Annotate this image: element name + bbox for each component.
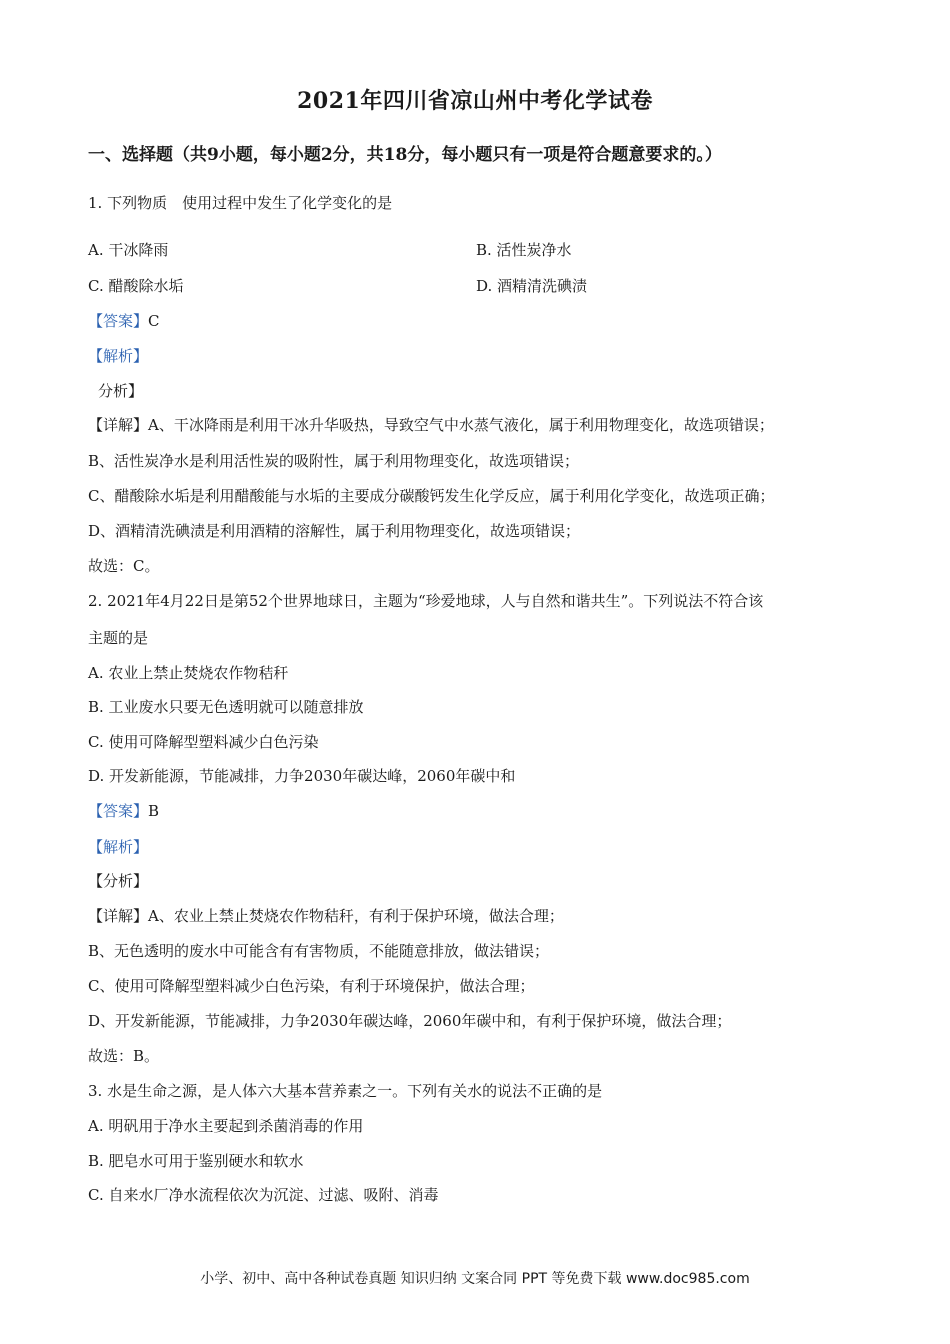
q2-answer [88, 800, 159, 821]
q2-option-d: D. 开发新能源，节能减排，力争2030年碳达峰，2060年碳中和 [88, 767, 516, 785]
page-footer: 小学、初中、高中各种试卷真题 知识归纳 文案合同 PPT 等免费下载 www.doc985.com [200, 1271, 750, 1287]
q1-jiexi-tag: 【解析】 [88, 347, 149, 365]
detail-tag: 【详解】 [88, 416, 149, 434]
q2-detail-b: B、无色透明的废水中可能含有有害物质，不能随意排放，做法错误； [88, 942, 550, 960]
q3-stem: 3. 水是生命之源，是人体六大基本营养素之一。下列有关水的说法不正确的是 [88, 1082, 603, 1100]
q3-option-c: C. 自来水厂净水流程依次为沉淀、过滤、吸附、消毒 [88, 1186, 439, 1204]
q1-detail-b: B、活性炭净水是利用活性炭的吸附性，属于利用物理变化，故选项错误； [88, 452, 580, 470]
q2-detail-d: D、开发新能源，节能减排，力争2030年碳达峰，2060年碳中和，有利于保护环境，做法合理； [88, 1012, 732, 1030]
q1-detail-c: C、醋酸除水垢是利用醋酸能与水垢的主要成分碳酸钙发生化学反应，属于利用化学变化，故选项正确； [88, 487, 775, 505]
q2-detail-first: 【详解】A、农业上禁止焚烧农作物秸秆，有利于保护环境，做法合理； [88, 907, 564, 925]
answer-tag: 【答案】 [88, 802, 149, 820]
q3-option-b: B. 肥皂水可用于鉴别硬水和软水 [88, 1152, 304, 1170]
q1-option-b: B. 活性炭净水 [476, 241, 572, 259]
q1-detail-first: 【详解】A、干冰降雨是利用干冰升华吸热，导致空气中水蒸气液化，属于利用物理变化，故选项错误； [88, 416, 774, 434]
q3-option-a: A. 明矾用于净水主要起到杀菌消毒的作用 [88, 1117, 364, 1135]
q2-answer-value: B [148, 802, 160, 820]
answer-tag: 【答案】 [88, 312, 149, 330]
q1-fenxi: 分析】 [98, 382, 144, 400]
q1-answer [88, 310, 160, 331]
q2-option-b: B. 工业废水只要无色透明就可以随意排放 [88, 698, 364, 716]
q1-stem: 1. 下列物质 使用过程中发生了化学变化的是 [88, 194, 393, 212]
q2-detail-c: C、使用可降解型塑料减少白色污染，有利于环境保护，做法合理； [88, 977, 535, 995]
q1-option-c: C. 醋酸除水垢 [88, 277, 184, 295]
q2-jiexi-tag: 【解析】 [88, 838, 149, 856]
q2-conclusion: 故选：B。 [88, 1047, 160, 1065]
q1-option-d: D. 酒精清洗碘渍 [476, 277, 588, 295]
q2-option-a: A. 农业上禁止焚烧农作物秸秆 [88, 664, 289, 682]
q1-detail-d: D、酒精清洗碘渍是利用酒精的溶解性，属于利用物理变化，故选项错误； [88, 522, 581, 540]
page-title: 2021年四川省凉山州中考化学试卷 [297, 88, 653, 114]
q1-conclusion: 故选：C。 [88, 557, 160, 575]
section-heading: 一、选择题（共9小题，每小题2分，共18分，每小题只有一项是符合题意要求的。） [88, 145, 722, 165]
q2-stem-line2: 主题的是 [88, 629, 149, 647]
q1-answer-value: C [148, 312, 160, 330]
q1-option-a: A. 干冰降雨 [88, 241, 169, 259]
q2-option-c: C. 使用可降解型塑料减少白色污染 [88, 733, 319, 751]
q2-stem-line1: 2. 2021年4月22日是第52个世界地球日，主题为“珍爱地球，人与自然和谐共生”。下列说法不符合该 [88, 592, 764, 610]
detail-tag: 【详解】 [88, 907, 149, 925]
q2-fenxi: 【分析】 [88, 872, 149, 890]
